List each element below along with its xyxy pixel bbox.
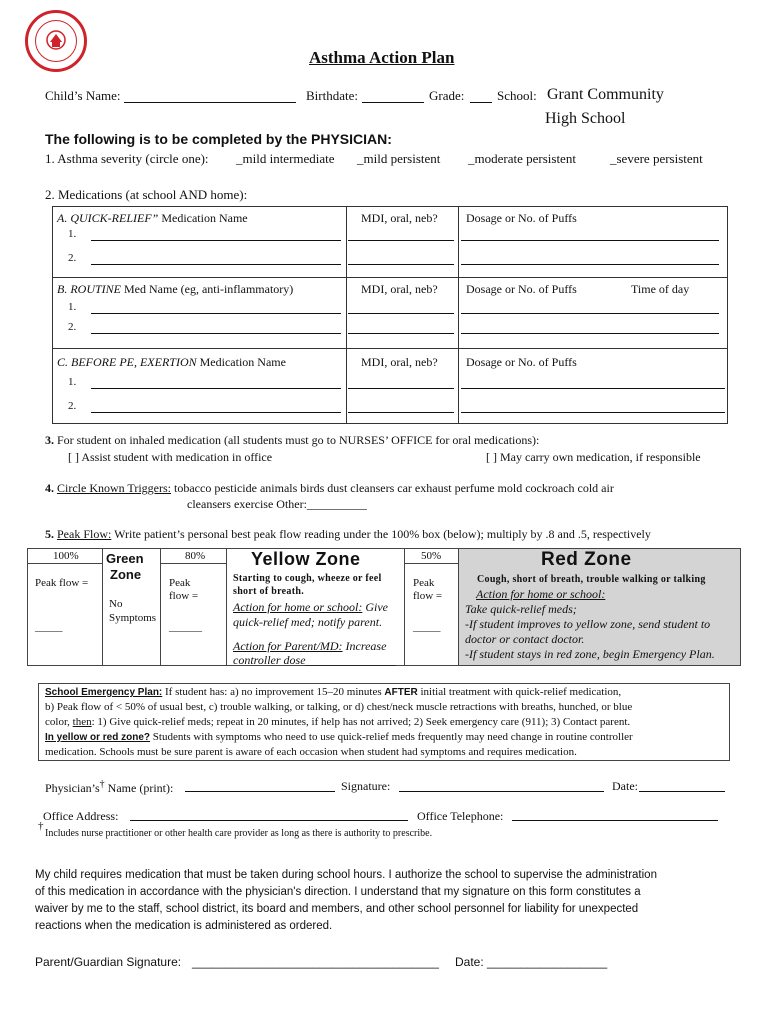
yellow-zone-title: Yellow Zone [251,549,361,569]
emergency-line-4 [45,731,633,743]
emergency-after: AFTER [384,687,418,698]
consent-line-2: of this medication in accordance with the physician's direction. I understand that my signature on this form constitutes a [35,886,641,898]
guardian-signature-field[interactable]: _____________________________________ [192,955,439,969]
emergency-text: : 1) Give quick-relief meds; repeat in 20 minutes, if help has not arrived; 2) Seek emergency care (911); 3) Contact parent. [91,716,631,728]
red-peak-field[interactable]: _____ [413,621,441,633]
table-divider [53,348,727,349]
yellow-percent: 80% [185,550,206,562]
consent-line-1: My child requires medication that must be taken during school hours. I authorize the school to supervise the administration [35,869,657,881]
before-pe-med-1-field[interactable] [91,388,341,389]
yellow-peak-label: flow = [169,590,199,602]
severity-option-mild-persistent[interactable]: _mild persistent [357,151,441,166]
physician-name-label-b: Name (print): [104,781,174,795]
child-name-label: Child’s Name: [45,88,121,103]
routine-med-2-field[interactable] [91,333,341,334]
routine-route-2-field[interactable] [348,333,454,334]
quick-relief-dose-2-field[interactable] [461,264,719,265]
row-number: 2. [68,321,77,333]
section-number: 4. [45,481,54,495]
red-action-line: doctor or contact doctor. [465,632,585,646]
yellow-controller-dose-field[interactable]: controller dose_______________ [233,653,396,667]
red-action-line: -If student improves to yellow zone, send student to [465,617,711,631]
routine-dose-1-field[interactable] [461,313,719,314]
quick-relief-route-2-field[interactable] [348,264,454,265]
emergency-plan-box [38,683,730,761]
peak-flow-label: Peak Flow: [57,527,112,541]
birthdate-label: Birthdate: [306,88,358,103]
yellow-action-md-rest: Increase [342,639,387,653]
triggers-line-2[interactable]: cleansers exercise Other:__________ [187,497,367,511]
yellow-peak-field[interactable]: ______ [169,621,202,633]
before-pe-dose-header: Dosage or No. of Puffs [466,355,577,369]
quick-relief-title-rest: Medication Name [158,211,248,225]
guardian-date-field[interactable]: __________________ [487,955,608,969]
guardian-date-label: Date: [455,955,484,969]
red-zone-title: Red Zone [541,549,632,570]
red-peak-label: Peak [413,577,435,589]
routine-time-header: Time of day [631,282,690,296]
physician-signature-field[interactable] [399,791,604,792]
before-pe-route-1-field[interactable] [348,388,454,389]
emergency-line-1 [45,686,621,698]
routine-dose-2-field[interactable] [461,333,719,334]
physician-heading: The following is to be completed by the PHYSICIAN: [45,131,392,147]
emergency-line-3 [45,716,630,728]
green-peak-label: Peak flow = [35,577,89,589]
emergency-text: If student has: a) no improvement 15–20 minutes [162,686,385,698]
table-divider [458,207,459,423]
medications-label: 2. Medications (at school AND home): [45,187,248,202]
emergency-line-2: b) Peak flow of < 50% of usual best, c) trouble walking, or talking, or d) chest/neck muscle retractions with breaths, hunched, or blue [45,701,633,713]
green-percent-cell [27,548,103,564]
red-symptoms: Cough, short of breath, trouble walking or talking [477,574,706,585]
office-phone-field[interactable] [512,820,718,821]
routine-route-1-field[interactable] [348,313,454,314]
physician-date-field[interactable] [639,791,725,792]
before-pe-dose-1-field[interactable] [461,388,725,389]
medications-table [52,206,728,424]
yellow-action-home-label: Action for home or school: [233,600,363,614]
footnote-text: Includes nurse practitioner or other health care provider as long as there is authority to prescribe. [45,828,433,839]
yellow-action-home-2: quick-relief med; notify parent. [233,615,383,629]
section-number: 3. [45,433,54,447]
office-address-label: Office Address: [43,809,119,823]
red-action-line: -If student stays in red zone, begin Emergency Plan. [465,647,715,661]
triggers-list[interactable]: tobacco pesticide animals birds dust cleansers car exhaust perfume mold cockroach cold air [174,481,614,495]
section-number: 5. [45,527,54,541]
yellow-peak-cell [160,563,227,666]
routine-title-rest: Med Name (eg, anti-inflammatory) [121,282,294,296]
routine-title: B. ROUTINE [57,282,121,296]
red-peak-label: flow = [413,590,443,602]
red-zone-cell [458,548,741,666]
yellow-zone-cell [226,548,405,666]
triggers-label: Circle Known Triggers: [57,481,171,495]
quick-relief-title: A. QUICK-RELIEF” [57,211,159,225]
before-pe-header [57,355,286,370]
emergency-zone-label: In yellow or red zone? [45,732,151,743]
school-seal-logo [25,10,87,72]
physician-name-label [45,779,173,796]
physician-name-label-a: Physician’s [45,781,100,795]
emergency-line-5: medication. Schools must be sure parent is aware of each occasion when student had symptoms and requires medication. [45,746,577,758]
before-pe-route-2-field[interactable] [348,412,454,413]
page-title: Asthma Action Plan [309,48,455,67]
emergency-label: School Emergency Plan: [45,687,163,698]
child-name-field[interactable] [124,102,296,103]
carry-own-medication-checkbox[interactable]: [ ] May carry own medication, if responsible [486,450,701,464]
red-action-line: Take quick-relief meds; [465,602,577,616]
physician-date-label: Date: [612,779,638,793]
row-number: 1. [68,301,77,313]
severity-label: 1. Asthma severity (circle one): [45,151,209,166]
peak-flow-text: Write patient’s personal best peak flow reading under the 100% box (below); multiply by .8 and .5, respectively [114,527,651,541]
office-phone-label: Office Telephone: [417,809,504,823]
zones-table [27,548,741,666]
routine-med-1-field[interactable] [91,313,341,314]
row-number: 1. [68,228,77,240]
consent-line-3: waiver by me to the staff, school district, its board and members, and other school personnel for liability for unexpected [35,903,639,915]
grade-label: Grade: [429,88,465,103]
assist-student-checkbox[interactable]: [ ] Assist student with medication in office [68,450,273,464]
emergency-then: then [72,716,92,728]
quick-relief-dose-header: Dosage or No. of Puffs [466,211,577,225]
before-pe-title: C. BEFORE PE, EXERTION [57,355,197,369]
routine-dose-header: Dosage or No. of Puffs [466,282,577,296]
before-pe-route-header: MDI, oral, neb? [361,355,438,369]
physician-name-field[interactable] [185,791,335,792]
inhaled-text: For student on inhaled medication (all students must go to NURSES’ OFFICE for oral medications): [57,433,540,447]
guardian-signature-label: Parent/Guardian Signature: [35,955,182,969]
red-peak-cell [404,563,459,666]
footnote-dagger: † [38,820,44,832]
seal-emblem-icon [42,26,70,54]
quick-relief-dose-1-field[interactable] [461,240,719,241]
row-number: 2. [68,252,77,264]
office-address-field[interactable] [130,820,408,821]
green-no-symptoms: Symptoms [109,612,157,624]
yellow-action-md [233,639,386,654]
yellow-action-home [233,600,388,615]
quick-relief-header [57,211,248,226]
table-divider [346,207,347,423]
before-pe-dose-2-field[interactable] [461,412,725,413]
red-percent-cell [404,548,459,564]
yellow-percent-cell [160,548,227,564]
emergency-text: Students with symptoms who need to use quick-relief meds frequently may need change in routine controller [150,731,633,743]
school-name-line1: Grant Community [547,86,664,103]
yellow-action-home-rest: Give [362,600,388,614]
inhaled-instruction [45,433,539,448]
dagger-mark: † [99,779,105,790]
routine-route-header: MDI, oral, neb? [361,282,438,296]
green-zone-title: Zone [110,567,142,582]
signature-label: Signature: [341,779,391,793]
red-percent: 50% [421,550,442,562]
grade-field[interactable] [470,102,492,103]
emergency-text: initial treatment with quick-relief medication, [417,686,622,698]
red-action-home: Action for home or school: [476,587,606,601]
emergency-text: color, [45,716,73,728]
before-pe-title-rest: Medication Name [196,355,286,369]
yellow-symptoms: Starting to cough, wheeze or feel [233,573,382,584]
triggers-line-1 [45,481,614,496]
green-percent: 100% [53,550,79,562]
routine-header [57,282,293,297]
quick-relief-med-1-field[interactable] [91,240,341,241]
green-zone-title: Green [106,551,144,566]
quick-relief-med-2-field[interactable] [91,264,341,265]
table-divider [53,277,727,278]
quick-relief-route-header: MDI, oral, neb? [361,211,438,225]
yellow-action-md-label: Action for Parent/MD: [233,639,343,653]
severity-option-moderate-persistent[interactable]: _moderate persistent [468,151,576,166]
birthdate-field[interactable] [362,102,424,103]
quick-relief-route-1-field[interactable] [348,240,454,241]
school-label: School: [497,88,537,103]
green-no-symptoms: No [109,598,123,610]
severity-option-severe-persistent[interactable]: _severe persistent [610,151,703,166]
green-peak-field[interactable]: _____ [35,621,63,633]
consent-line-4: reactions when the medication is administered as ordered. [35,920,333,932]
green-zone-cell [102,548,161,666]
yellow-peak-label: Peak [169,577,191,589]
green-peak-cell [27,563,103,666]
before-pe-med-2-field[interactable] [91,412,341,413]
row-number: 1. [68,376,77,388]
peak-flow-instruction [45,527,651,542]
severity-option-mild-intermediate[interactable]: _mild intermediate [236,151,335,166]
row-number: 2. [68,400,77,412]
yellow-symptoms: short of breath. [233,586,305,597]
school-name-line2: High School [545,110,626,127]
